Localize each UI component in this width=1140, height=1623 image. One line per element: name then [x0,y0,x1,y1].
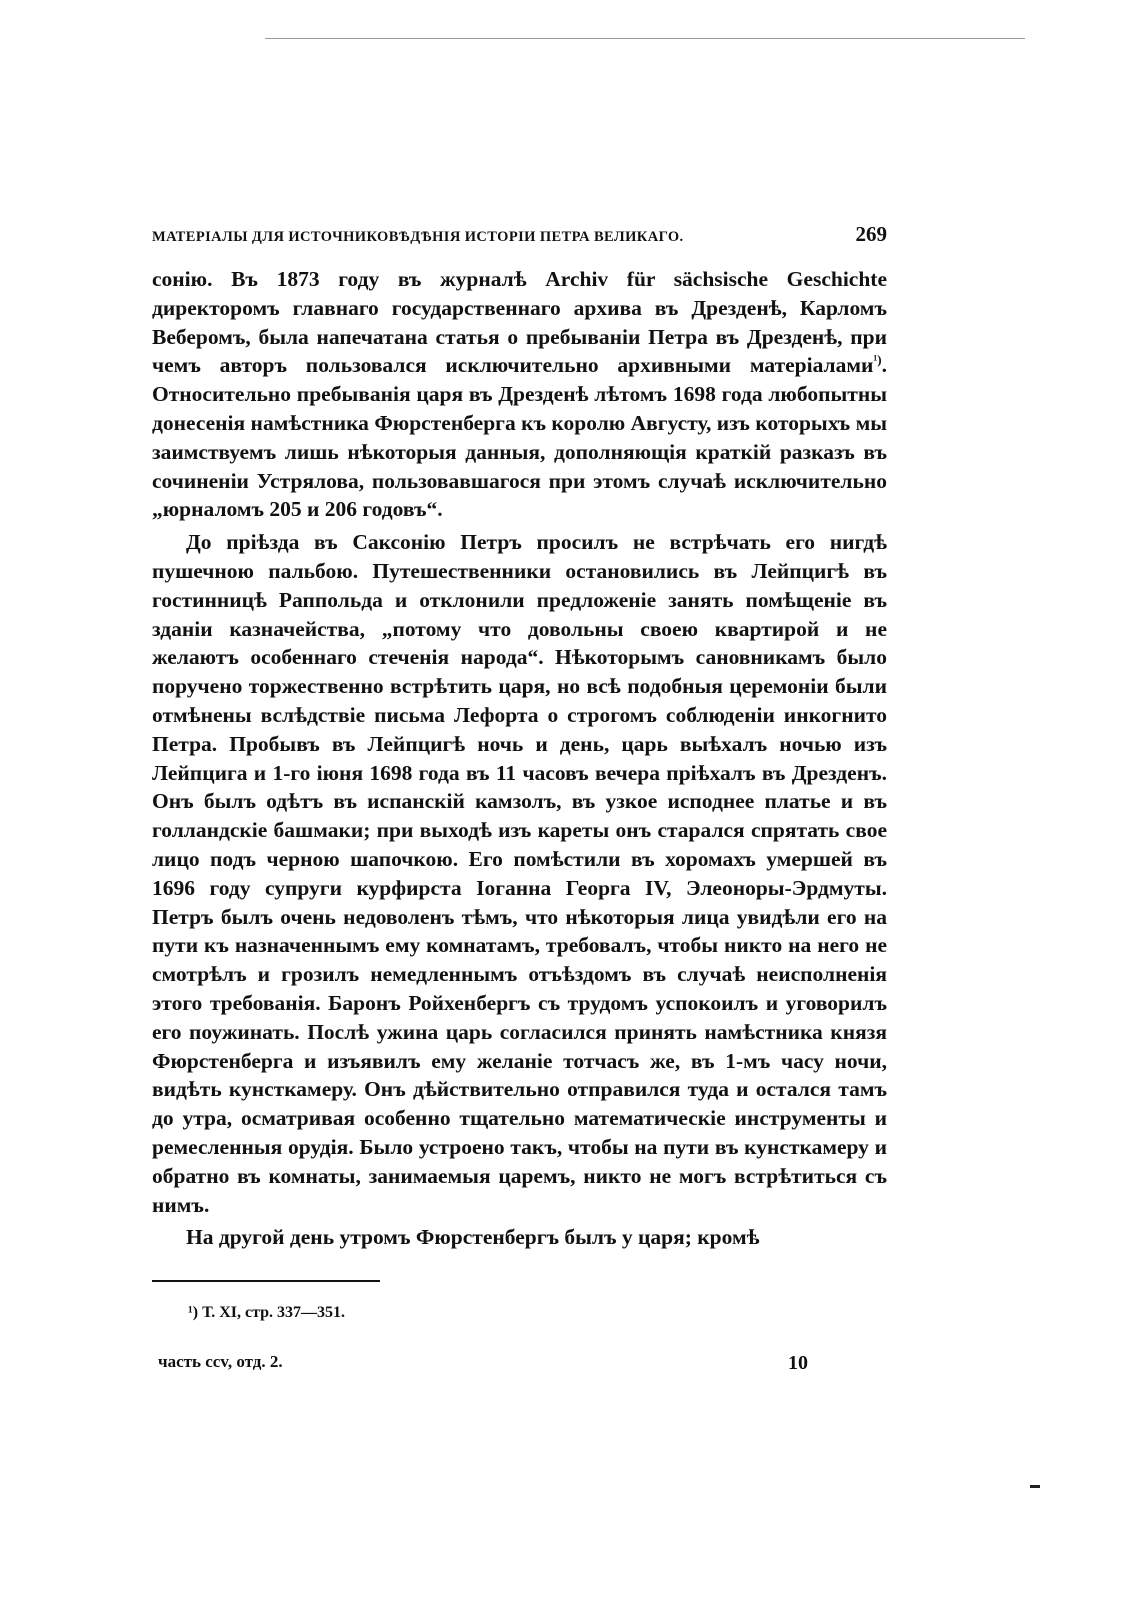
paragraph-1-start: сонію. Въ 1873 году въ журналѣ Archiv für sächsische Geschichte директоромъ главнаго государственнаго архива въ Дрезденѣ, Карломъ Веберомъ, была напечатана статья о пребываніи Петра въ Дрезденѣ, при чемъ авторъ пользовался исключительно архивными матеріалами [152,267,887,378]
running-head-title: МАТЕРІАЛЫ ДЛЯ ИСТОЧНИКОВѢДѢНІЯ ИСТОРІИ ПЕТРА ВЕЛИКАГО. [152,229,684,245]
book-page [152,222,887,1375]
page-number: 269 [855,222,887,246]
scan-artifact-rule [265,38,1025,39]
signature-number: 10 [788,1352,808,1375]
footnote-divider [152,1280,380,1282]
paragraph-2: До пріѣзда въ Саксонію Петръ просилъ не встрѣчать его нигдѣ пушечною пальбою. Путешественники остановились въ Лейпцигѣ въ гостинницѣ Раппольда и отклонили предложеніе занять помѣщеніе въ зданіи казначейства, „потому что довольны своею квартирой и не желаютъ особеннаго стеченія народа“. Нѣкоторымъ сановникамъ было поручено торжественно встрѣтить царя, но всѣ подобныя церемоніи были отмѣнены вслѣдствіе письма Лефорта о строгомъ соблюденіи инкогнито Петра. Пробывъ въ Лейпцигѣ ночь и день, царь выѣхалъ ночью изъ Лейпцига и 1-го іюня 1698 года въ 11 часовъ вечера пріѣхалъ въ Дрезденъ. Онъ былъ одѣтъ въ испанскій камзолъ, въ узкое исподнее платье и въ голландскіе башмаки; при выходѣ изъ кареты онъ старался спрятать свое лицо подъ черною шапочкою. Его помѣстили въ хоромахъ умершей въ 1696 году супруги курфирста Іоганна Георга IV, Элеоноры-Эрдмуты. Петръ былъ очень недоволенъ тѣмъ, что нѣкоторыя лица увидѣли его на пути къ назначеннымъ ему комнатамъ, требовалъ, чтобы никто на него не смотрѣлъ и грозилъ немедленнымъ отъѣздомъ въ случаѣ неисполненія этого требованія. Баронъ Ройхенбергъ съ трудомъ успокоилъ и уговорилъ его поужинать. Послѣ ужина царь согласился принять намѣстника князя Фюрстенберга и изъявилъ ему желаніе тотчасъ же, въ 1-мъ часу ночи, видѣть кунсткамеру. Онъ дѣйствительно отправился туда и остался тамъ до утра, осматривая особенно тщательно математическіе инструменты и ремесленныя орудія. Было устроено такъ, чтобы на пути въ кунсткамеру и обратно въ комнаты, занимаемыя царемъ, никто не могъ встрѣтиться съ нимъ. [152,530,887,1217]
footnote-marker: ¹) [873,352,882,368]
paragraph-1 [152,265,887,524]
paragraph-1-end: . Относительно пребыванія царя въ Дрезденѣ лѣтомъ 1698 года любопытны донесенія намѣстника Фюрстенберга къ королю Августу, изъ которыхъ мы заимствуемъ лишь нѣкоторыя данныя, дополняющія краткій разказъ въ сочиненіи Устрялова, пользовавшагося при этомъ случаѣ исключительно „юрналомъ 205 и 206 годовъ“. [152,353,887,522]
signature-part: часть ccv, отд. 2. [158,1352,283,1372]
running-head [152,222,887,247]
scan-artifact-mark [1030,1485,1040,1488]
paragraph-3: На другой день утромъ Фюрстенбергъ былъ у царя; кромѣ [186,1225,760,1250]
footnote: ¹) Т. XI, стр. 337—351. [188,1304,346,1322]
body-text [152,265,887,1252]
printer-signature [152,1352,808,1375]
